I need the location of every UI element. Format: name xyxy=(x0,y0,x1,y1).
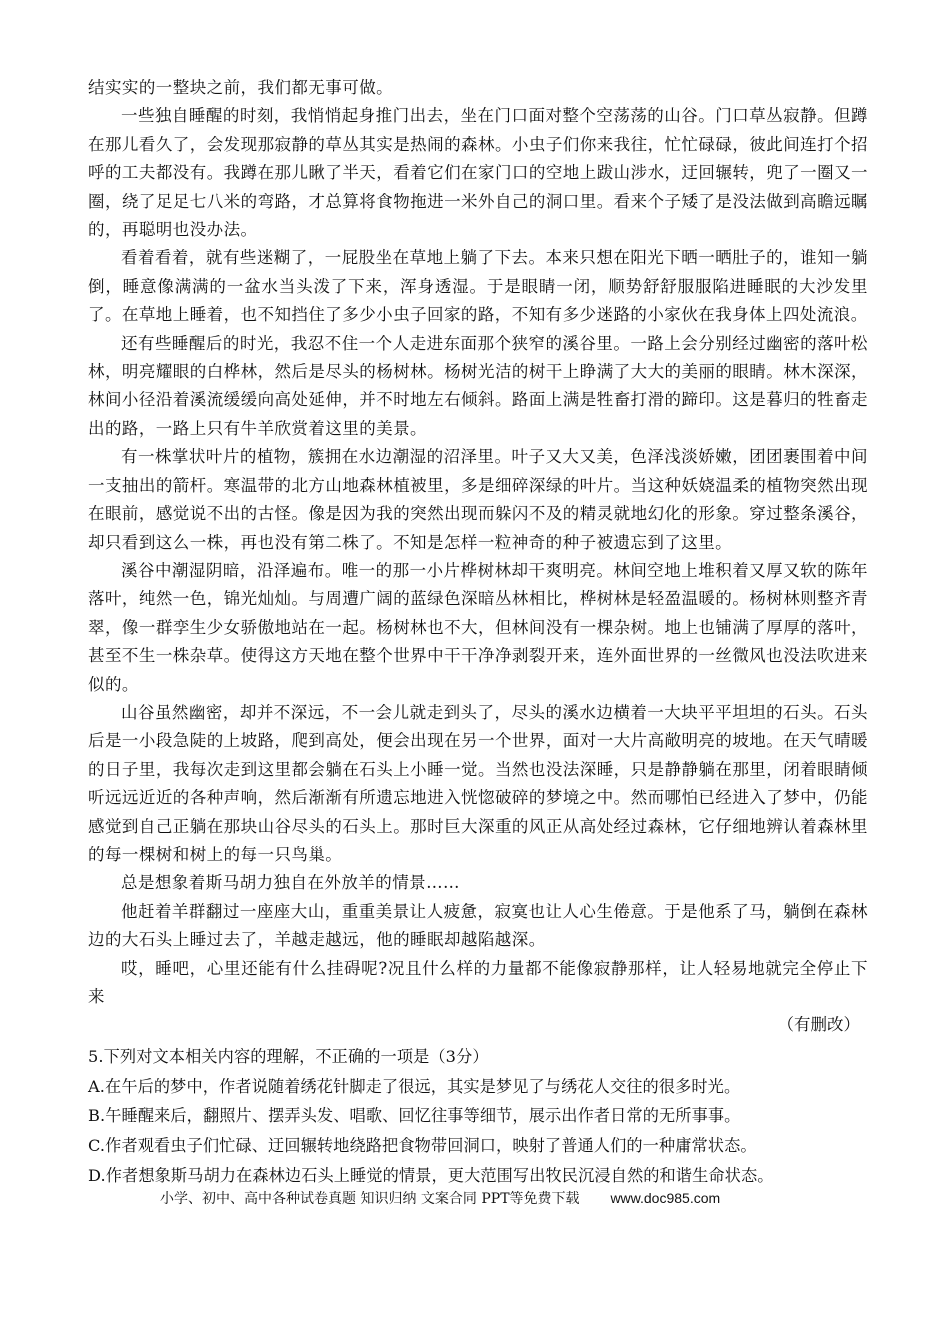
option-d: D.作者想象斯马胡力在森林边石头上睡觉的情景，更大范围写出牧民沉浸自然的和谐生命状态。 xyxy=(88,1165,774,1185)
reading-passage xyxy=(88,74,868,1040)
paragraph-7: 山谷虽然幽密，却并不深远，不一会儿就走到头了，尽头的溪水边横着一大块平平坦坦的石头。石头后是一小段急陡的上坡路，爬到高处，便会出现在另一个世界，面对一大片高敞明亮的坡地。在天气晴暖的日子里，我每次走到这里都会躺在石头上小睡一觉。当然也没法深睡，只是静静躺在那里，闭着眼睛倾听远远近近的各种声响，然后渐渐有所遗忘地进入恍惚破碎的梦境之中。然而哪怕已经进入了梦中，仍能感觉到自己正躺在那块山谷尽头的石头上。那时巨大深重的风正从高处经过森林，它仔细地辨认着森林里的每一棵树和树上的每一只鸟巢。 xyxy=(88,702,868,864)
paragraph-6: 溪谷中潮湿阴暗，沿泽遍布。唯一的那一小片桦树林却干爽明亮。林间空地上堆积着又厚又软的陈年落叶，纯然一色，锦光灿灿。与周遭广阔的蓝绿色深暗丛林相比，桦树林是轻盈温暖的。杨树林则整齐青翠，像一群孪生少女骄傲地站在一起。杨树林也不大，但林间没有一棵杂树。地上也铺满了厚厚的落叶，甚至不生一株杂草。使得这方天地在整个世界中干干净净剥裂开来，连外面世界的一丝微风也没法吹进来似的。 xyxy=(88,560,868,694)
paragraph-3: 看着看着，就有些迷糊了，一屁股坐在草地上躺了下去。本来只想在阳光下晒一晒肚子的，谁知一躺倒，睡意像满满的一盆水当头泼了下来，浑身透湿。于是眼睛一闭，顺势舒舒服服陷进睡眠的大沙发里了。在草地上睡着，也不知挡住了多少小虫子回家的路，不知有多少迷路的小家伙在我身体上四处流浪。 xyxy=(88,248,868,325)
paragraph-1: 结实实的一整块之前，我们都无事可做。 xyxy=(88,78,394,97)
question-block xyxy=(88,1042,878,1191)
paragraph-2: 一些独自睡醒的时刻，我悄悄起身推门出去，坐在门口面对整个空荡荡的山谷。门口草丛寂静。但蹲在那儿看久了，会发现那寂静的草丛其实是热闹的森林。小虫子们你来我往，忙忙碌碌，彼此间连打个招呼的工夫都没有。我蹲在那儿瞅了半天，看着它们在家门口的空地上跋山涉水，迂回辗转，兜了一圈又一圈，绕了足足七八米的弯路，才总算将食物拖进一米外自己的洞口里。看来个子矮了是没法做到高瞻远瞩的，再聪明也没办法。 xyxy=(88,106,868,240)
paragraph-9: 他赶着羊群翻过一座座大山，重重美景让人疲惫，寂寞也让人心生倦意。于是他系了马，躺倒在森林边的大石头上睡过去了，羊越走越远，他的睡眠却越陷越深。 xyxy=(88,901,868,950)
page-footer xyxy=(160,1188,880,1209)
paragraph-8: 总是想象着斯马胡力独自在外放羊的情景…… xyxy=(121,873,460,893)
paragraph-4: 还有些睡醒后的时光，我忍不住一个人走进东面那个狭窄的溪谷里。一路上会分别经过幽密的落叶松林，明亮耀眼的白桦林，然后是尽头的杨树林。杨树光洁的树干上睁满了大大的美丽的眼睛。林木深深，林间小径沿着溪流缓缓向高处延伸，并不时地左右倾斜。路面上满是牲畜打滑的蹄印。这是暮归的牲畜走出的路，一路上只有牛羊欣赏着这里的美景。 xyxy=(88,333,868,438)
footer-url: www.doc985.com xyxy=(610,1190,721,1206)
footer-text: 小学、初中、高中各种试卷真题 知识归纳 文案合同 PPT等免费下载 xyxy=(160,1191,580,1207)
paragraph-10: 哎，睡吧，心里还能有什么挂碍呢?况且什么样的力量都不能像寂静那样，让人轻易地就完全停止下来 xyxy=(88,958,868,1006)
option-c: C.作者观看虫子们忙碌、迂回辗转地绕路把食物带回洞口，映射了普通人们的一种庸常状态。 xyxy=(88,1136,757,1156)
option-b: B.午睡醒来后，翻照片、摆弄头发、唱歌、回忆往事等细节，展示出作者日常的无所事事。 xyxy=(88,1106,741,1126)
paragraph-5: 有一株掌状叶片的植物，簇拥在水边潮湿的沼泽里。叶子又大又美，色泽浅淡娇嫩，团团裹围着中间一支抽出的箭杆。寒温带的北方山地森林植被里，多是细碎深绿的叶片。当这种妖娆温柔的植物突然出现在眼前，感觉说不出的古怪。像是因为我的突然出现而躲闪不及的精灵就地幻化的形象。穿过整条溪谷，却只看到这么一株，再也没有第二株了。不知是怎样一粒神奇的种子被遗忘到了这里。 xyxy=(88,447,868,552)
source-note: （有删改） xyxy=(777,1015,860,1035)
option-a: A.在午后的梦中，作者说随着绣花针脚走了很远，其实是梦见了与绣花人交往的很多时光。 xyxy=(88,1076,741,1096)
question-stem: 5.下列对文本相关内容的理解，不正确的一项是（3分） xyxy=(88,1047,489,1066)
